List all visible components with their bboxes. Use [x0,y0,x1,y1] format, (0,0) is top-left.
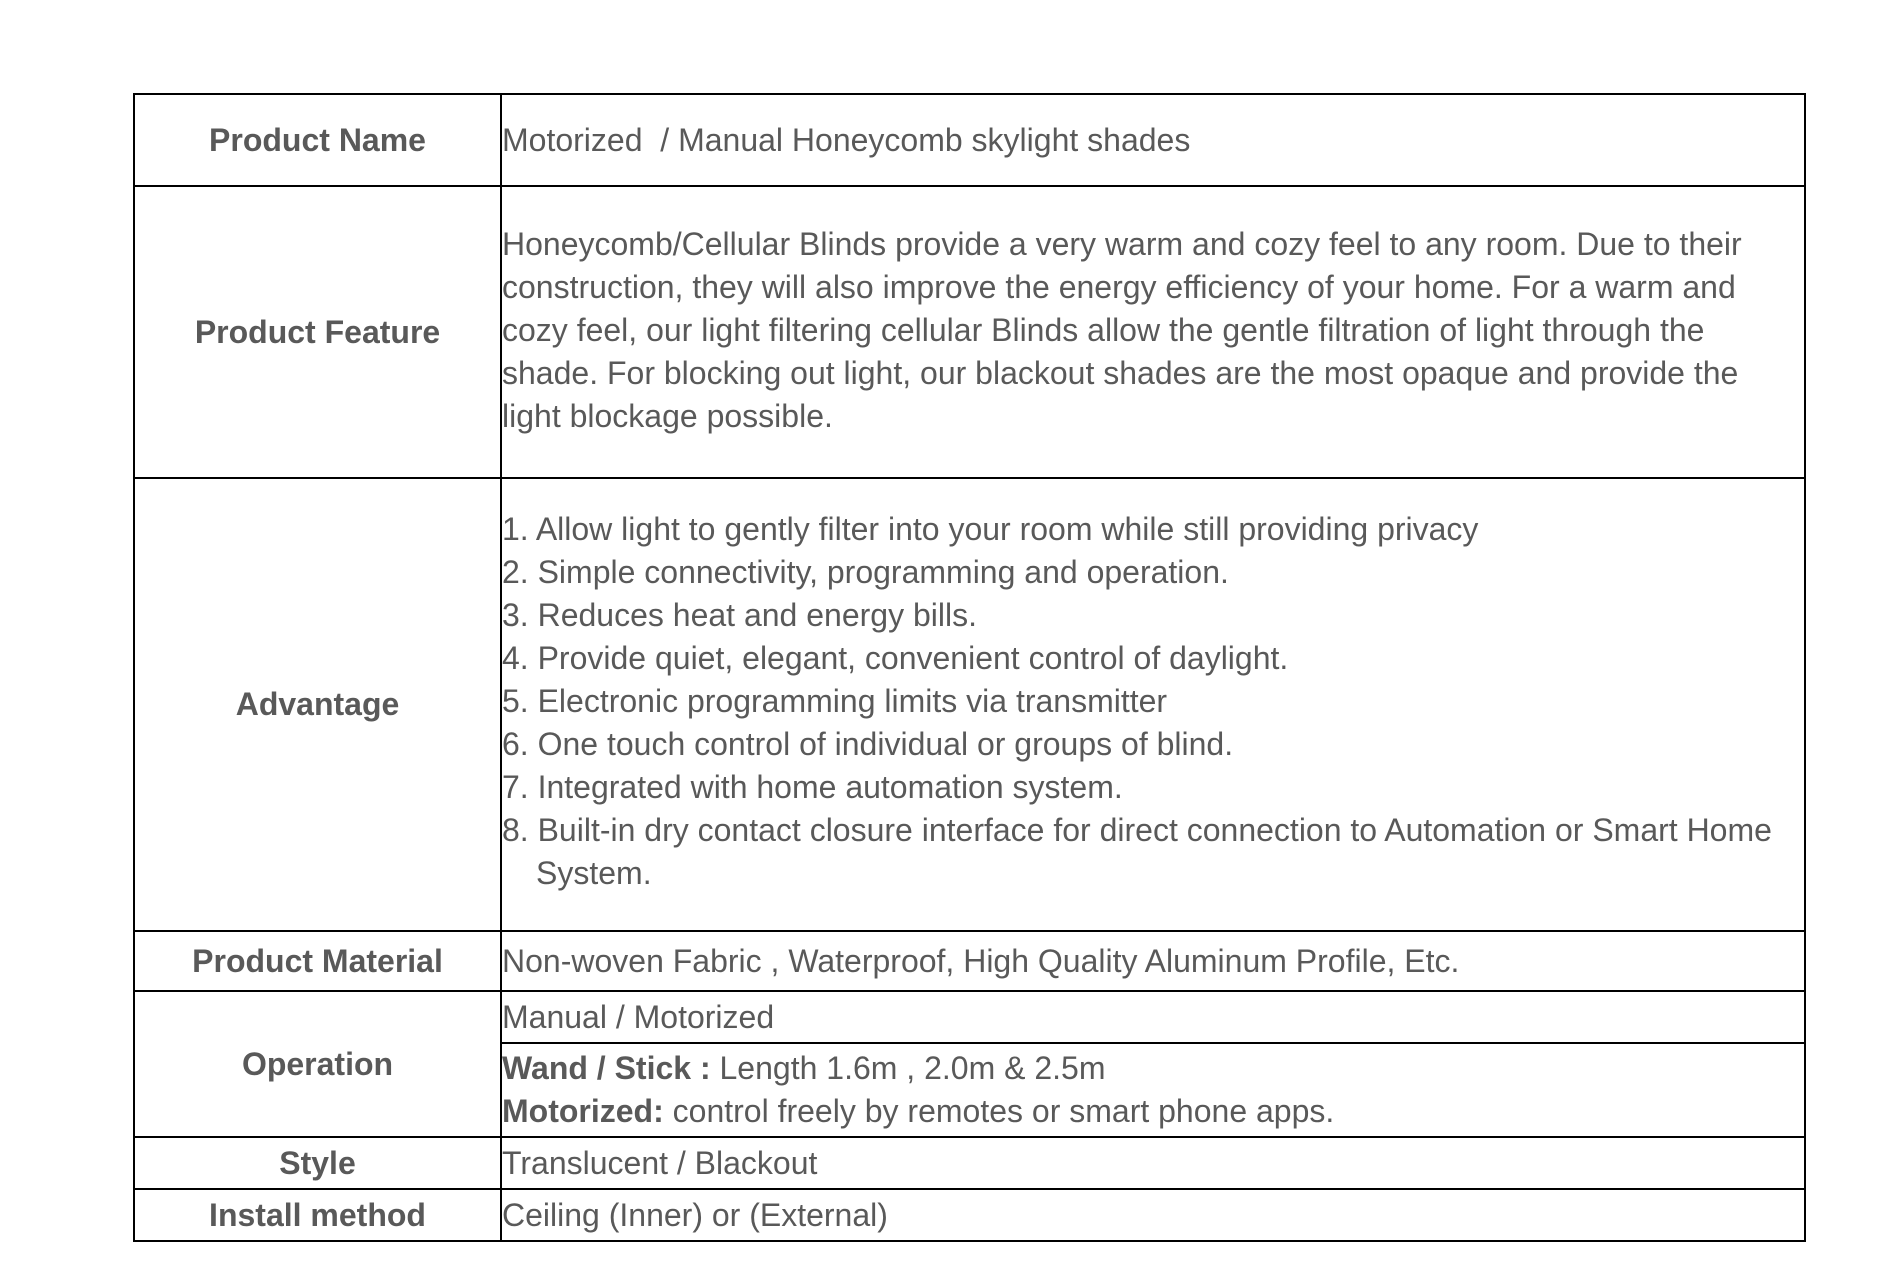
advantage-item: 5. Electronic programming limits via transmitter [502,683,1168,719]
advantage-item: 8. Built-in dry contact closure interface for direct connection to Automation or Smart Home System. [502,812,1772,891]
advantage-item: 4. Provide quiet, elegant, convenient control of daylight. [502,640,1289,676]
product-name-label: Product Name [134,94,501,186]
operation-modes-value: Manual / Motorized [501,991,1805,1043]
install-method-value: Ceiling (Inner) or (External) [501,1189,1805,1241]
product-spec-table [133,93,1806,1242]
style-value: Translucent / Blackout [501,1137,1805,1189]
product-feature-text: Honeycomb/Cellular Blinds provide a very warm and cozy feel to any room. Due to their construction, they will also improve the energy efficiency of your home. For a warm and cozy feel, our light filtering cellular Blinds allow the gentle filtration of light through the shade. For blocking out light, our blackout shades are the most opaque and provide the light blockage possible. [502,225,1742,434]
motorized-label: Motorized: [502,1093,664,1129]
product-material-value: Non-woven Fabric , Waterproof, High Quality Aluminum Profile, Etc. [501,931,1805,991]
row-product-name [134,94,1805,186]
advantage-item: 1. Allow light to gently filter into your room while still providing privacy [502,511,1479,547]
advantage-item: 6. One touch control of individual or groups of blind. [502,726,1234,762]
operation-label: Operation [134,991,501,1137]
row-product-feature [134,186,1805,478]
style-label: Style [134,1137,501,1189]
advantage-item: 2. Simple connectivity, programming and operation. [502,554,1229,590]
advantage-item: 3. Reduces heat and energy bills. [502,597,977,633]
motorized-value: control freely by remotes or smart phone apps. [663,1093,1335,1129]
operation-details-value [501,1043,1805,1137]
row-operation [134,991,1805,1043]
wand-label: Wand / Stick : [502,1050,711,1086]
advantage-value [501,478,1805,931]
row-advantage [134,478,1805,931]
advantage-item: 7. Integrated with home automation system. [502,769,1123,805]
product-feature-label: Product Feature [134,186,501,478]
advantage-list [502,508,1804,895]
product-feature-value [501,186,1805,478]
product-material-label: Product Material [134,931,501,991]
motorized-line [502,1090,1804,1133]
wand-line [502,1047,1804,1090]
row-style [134,1137,1805,1189]
wand-value: Length 1.6m , 2.0m & 2.5m [710,1050,1106,1086]
row-product-material [134,931,1805,991]
advantage-label: Advantage [134,478,501,931]
row-install-method [134,1189,1805,1241]
install-method-label: Install method [134,1189,501,1241]
product-name-value: Motorized / Manual Honeycomb skylight shades [501,94,1805,186]
